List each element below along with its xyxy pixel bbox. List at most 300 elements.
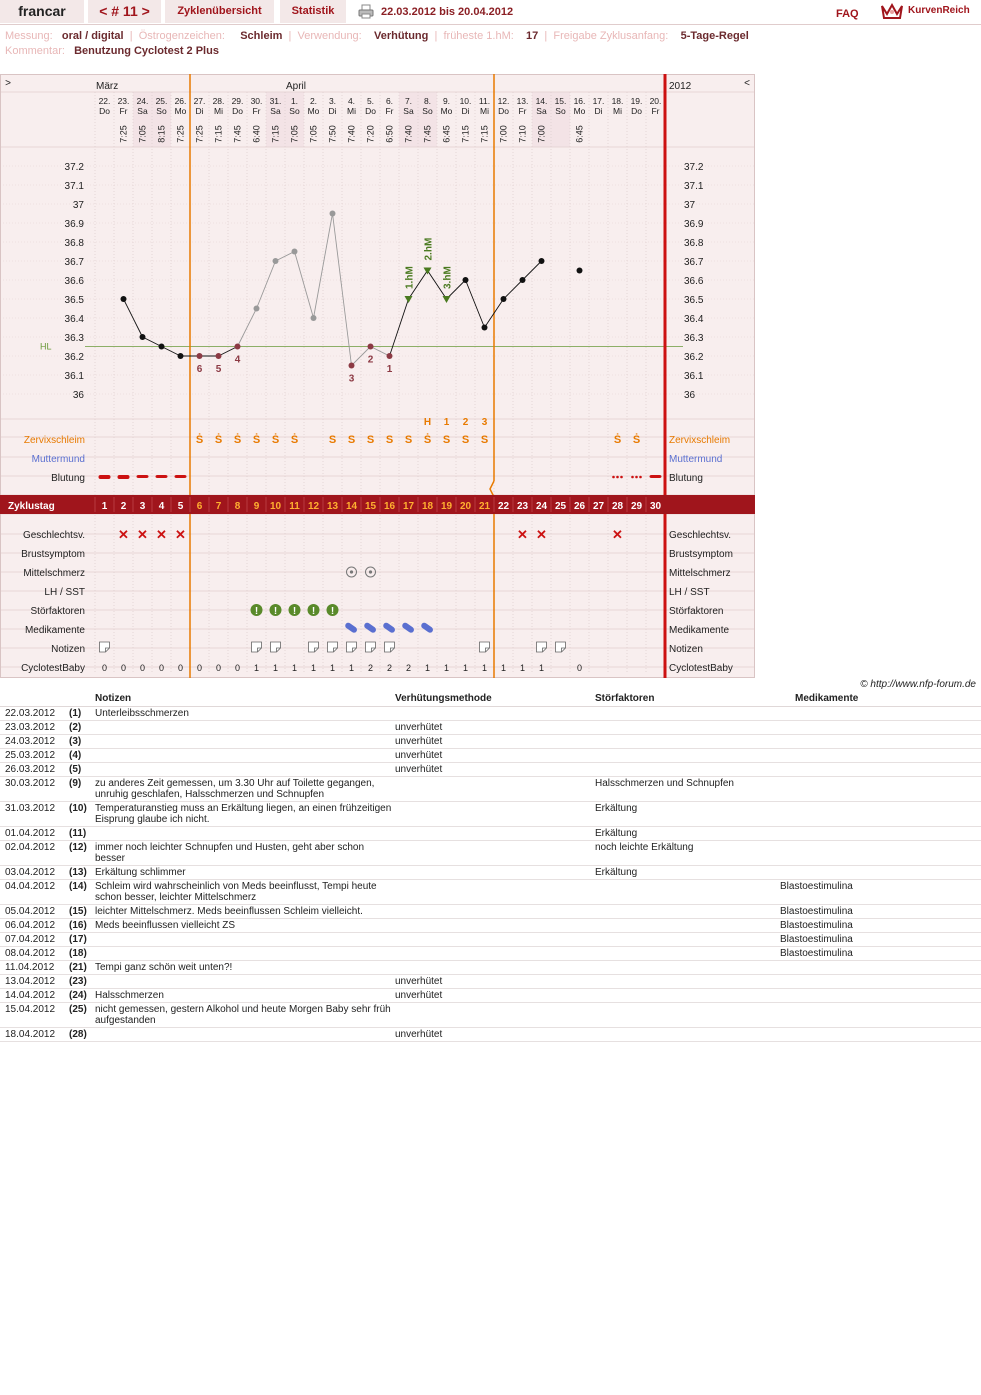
note-method bbox=[395, 827, 595, 841]
weekday-label: Fr bbox=[651, 106, 660, 116]
spotting-dot bbox=[639, 476, 642, 479]
note-method bbox=[395, 947, 595, 961]
cervical-mucus-mark: S bbox=[480, 434, 489, 446]
year-label: 2012 bbox=[669, 81, 692, 92]
note-medication bbox=[780, 975, 981, 989]
cyclotest-value: 0 bbox=[576, 663, 583, 673]
intercourse-mark: ✕ bbox=[137, 527, 148, 542]
weekday-label: So bbox=[289, 106, 300, 116]
month-label: März bbox=[96, 81, 119, 92]
note-date: 23.03.2012 bbox=[0, 721, 69, 735]
cycle-day-number: 1 bbox=[101, 501, 108, 512]
note-text bbox=[95, 947, 395, 961]
note-stoerfaktor bbox=[595, 933, 780, 947]
cyclotest-value: 0 bbox=[177, 663, 184, 673]
y-tick-label-right: 36.9 bbox=[684, 219, 704, 230]
disturbance-mark: ! bbox=[273, 606, 278, 617]
time-label: 7:05 bbox=[289, 125, 300, 143]
cycle-day-number: 21 bbox=[478, 501, 491, 512]
row-label-left: Blutung bbox=[51, 473, 85, 484]
time-label: 7:40 bbox=[403, 125, 414, 143]
tab-user[interactable]: francar bbox=[0, 0, 84, 23]
cycle-day-number: 10 bbox=[269, 501, 282, 512]
cyclotest-value: 1 bbox=[253, 663, 260, 673]
time-label: 7:00 bbox=[536, 125, 547, 143]
note-method bbox=[395, 866, 595, 880]
note-method bbox=[395, 933, 595, 947]
cycle-day-number: 18 bbox=[421, 501, 434, 512]
note-stoerfaktor bbox=[595, 1003, 780, 1028]
note-date: 14.04.2012 bbox=[0, 989, 69, 1003]
intercourse-mark: ✕ bbox=[156, 527, 167, 542]
low-measure-label: 4 bbox=[234, 354, 241, 366]
meta-value: Schleim bbox=[240, 30, 283, 42]
cyclotest-value: 1 bbox=[443, 663, 450, 673]
note-text: Temperaturanstieg muss an Erkältung liegen, an einen frühzeitigen Eisprung glaube ich nicht. bbox=[95, 802, 395, 827]
date-label: 13. bbox=[516, 96, 529, 106]
temperature-point bbox=[349, 363, 355, 369]
temperature-point bbox=[387, 353, 393, 359]
weekday-label: Sa bbox=[536, 106, 547, 116]
cyclotest-value: 1 bbox=[519, 663, 526, 673]
cycle-day-number: 16 bbox=[383, 501, 396, 512]
note-stoerfaktor bbox=[595, 989, 780, 1003]
note-date: 30.03.2012 bbox=[0, 777, 69, 802]
note-stoerfaktor bbox=[595, 721, 780, 735]
cervical-mucus-mark: S bbox=[385, 434, 394, 446]
cyclotest-value: 0 bbox=[215, 663, 222, 673]
table-row bbox=[0, 721, 981, 735]
note-cycle-day: (16) bbox=[69, 919, 95, 933]
meta-value: 5-Tage-Regel bbox=[680, 30, 749, 42]
temperature-point bbox=[463, 277, 469, 283]
cyclotest-value: 1 bbox=[424, 663, 431, 673]
tab-statistics[interactable]: Statistik bbox=[280, 0, 346, 23]
nav-next-arrow: < bbox=[744, 78, 750, 89]
date-label: 23. bbox=[117, 96, 130, 106]
meta-label: Verwendung: bbox=[297, 30, 362, 42]
y-tick-label: 37 bbox=[72, 200, 84, 211]
time-label: 6:50 bbox=[384, 125, 395, 143]
table-row bbox=[0, 802, 981, 827]
note-medication bbox=[780, 1003, 981, 1028]
note-stoerfaktor bbox=[595, 961, 780, 975]
note-cycle-day: (2) bbox=[69, 721, 95, 735]
temperature-point bbox=[482, 325, 488, 331]
row-label-right: Geschlechtsv. bbox=[669, 530, 732, 541]
row-label-left: Mittelschmerz bbox=[23, 568, 85, 579]
meta-value: 17 bbox=[526, 30, 539, 42]
note-stoerfaktor: Halsschmerzen und Schnupfen bbox=[595, 777, 780, 802]
row-label-right: Blutung bbox=[669, 473, 703, 484]
note-cycle-day: (5) bbox=[69, 763, 95, 777]
cyclotest-value: 2 bbox=[367, 663, 374, 673]
temperature-point bbox=[159, 344, 165, 350]
date-label: 3. bbox=[328, 96, 337, 106]
intercourse-mark: ✕ bbox=[517, 527, 528, 542]
note-stoerfaktor: Erkältung bbox=[595, 827, 780, 841]
mittelschmerz-icon bbox=[350, 570, 353, 573]
note-date: 25.03.2012 bbox=[0, 749, 69, 763]
table-row bbox=[0, 1003, 981, 1028]
cyclotest-value: 1 bbox=[462, 663, 469, 673]
temperature-point bbox=[292, 249, 298, 255]
bleeding-mark bbox=[175, 475, 187, 478]
top-nav bbox=[0, 0, 981, 24]
note-cycle-day: (15) bbox=[69, 905, 95, 919]
weekday-label: So bbox=[422, 106, 433, 116]
coverline-label: HL bbox=[40, 341, 52, 352]
header-divider bbox=[0, 24, 981, 25]
note-text: zu anderes Zeit gemessen, um 3.30 Uhr auf Toilette gegangen, unruhig geschlafen, Halsschmerzen und Schnupfen bbox=[95, 777, 395, 802]
cycle-day-title: Zyklustag bbox=[8, 501, 55, 512]
table-row bbox=[0, 763, 981, 777]
weekday-label: Fr bbox=[518, 106, 527, 116]
spotting-dot bbox=[620, 476, 623, 479]
note-text: Erkältung schlimmer bbox=[95, 866, 395, 880]
weekday-label: So bbox=[555, 106, 566, 116]
table-row bbox=[0, 961, 981, 975]
note-text: Schleim wird wahrscheinlich von Meds beeinflusst, Tempi heute schon besser, leichter Mittelschmerz bbox=[95, 880, 395, 905]
note-medication bbox=[780, 721, 981, 735]
table-row bbox=[0, 841, 981, 866]
meta-label: Kommentar: bbox=[5, 45, 65, 57]
cervical-mucus-mark: S bbox=[461, 434, 470, 446]
temperature-point bbox=[368, 344, 374, 350]
note-medication: Blastoestimulina bbox=[780, 933, 981, 947]
date-label: 10. bbox=[459, 96, 472, 106]
cyclotest-value: 0 bbox=[196, 663, 203, 673]
table-row bbox=[0, 1028, 981, 1042]
cycle-day-number: 12 bbox=[307, 501, 320, 512]
cervical-mucus-mark: Ṡ bbox=[214, 434, 223, 446]
table-row bbox=[0, 866, 981, 880]
note-date: 05.04.2012 bbox=[0, 905, 69, 919]
temperature-point bbox=[235, 344, 241, 350]
low-measure-label: 3 bbox=[348, 373, 355, 385]
time-label: 7:15 bbox=[479, 125, 490, 143]
row-label-right: LH / SST bbox=[669, 587, 710, 598]
note-date: 07.04.2012 bbox=[0, 933, 69, 947]
y-tick-label-right: 36.3 bbox=[684, 333, 704, 344]
date-label: 12. bbox=[497, 96, 510, 106]
note-medication bbox=[780, 777, 981, 802]
time-label: 7:25 bbox=[118, 125, 129, 143]
y-tick-label: 36.9 bbox=[64, 219, 84, 230]
tab-cycle-overview[interactable]: Zyklenübersicht bbox=[165, 0, 274, 23]
note-text: Halsschmerzen bbox=[95, 989, 395, 1003]
cervical-mucus-mark: S bbox=[366, 434, 375, 446]
cervical-mucus-mark: S bbox=[347, 434, 356, 446]
row-label-left: CyclotestBaby bbox=[21, 663, 85, 674]
cycle-day-number: 24 bbox=[535, 501, 548, 512]
date-label: 20. bbox=[649, 96, 662, 106]
note-text bbox=[95, 1028, 395, 1042]
weekday-label: Sa bbox=[137, 106, 148, 116]
note-stoerfaktor bbox=[595, 975, 780, 989]
weekday-label: Mo bbox=[307, 106, 320, 116]
note-cycle-day: (21) bbox=[69, 961, 95, 975]
intercourse-mark: ✕ bbox=[612, 527, 623, 542]
note-cycle-day: (23) bbox=[69, 975, 95, 989]
weekday-label: Do bbox=[498, 106, 509, 116]
date-label: 31. bbox=[269, 96, 282, 106]
spotting-dot bbox=[616, 476, 619, 479]
y-tick-label-right: 36.2 bbox=[684, 352, 704, 363]
note-method bbox=[395, 802, 595, 827]
cyclotest-value: 2 bbox=[405, 663, 412, 673]
note-cycle-day: (1) bbox=[69, 707, 95, 721]
table-row bbox=[0, 880, 981, 905]
note-date: 08.04.2012 bbox=[0, 947, 69, 961]
cycle-day-number: 26 bbox=[573, 501, 586, 512]
table-row bbox=[0, 735, 981, 749]
low-measure-label: 2 bbox=[367, 354, 374, 366]
time-label: 7:10 bbox=[517, 125, 528, 143]
note-stoerfaktor bbox=[595, 735, 780, 749]
note-stoerfaktor: noch leichte Erkältung bbox=[595, 841, 780, 866]
note-cycle-day: (17) bbox=[69, 933, 95, 947]
cyclotest-value: 1 bbox=[272, 663, 279, 673]
y-tick-label-right: 36.8 bbox=[684, 238, 704, 249]
note-cycle-day: (14) bbox=[69, 880, 95, 905]
note-text: Tempi ganz schön weit unten?! bbox=[95, 961, 395, 975]
weekday-label: Sa bbox=[403, 106, 414, 116]
note-medication bbox=[780, 841, 981, 866]
note-medication: Blastoestimulina bbox=[780, 947, 981, 961]
date-label: 25. bbox=[155, 96, 168, 106]
date-label: 1. bbox=[290, 96, 299, 106]
note-date: 03.04.2012 bbox=[0, 866, 69, 880]
y-tick-label-right: 36.5 bbox=[684, 295, 704, 306]
note-method: unverhütet bbox=[395, 735, 595, 749]
cervical-mucus-mark: Ṡ bbox=[290, 434, 299, 446]
weekday-label: So bbox=[156, 106, 167, 116]
note-stoerfaktor bbox=[595, 947, 780, 961]
temperature-point bbox=[539, 258, 545, 264]
temperature-point bbox=[178, 353, 184, 359]
note-cycle-day: (3) bbox=[69, 735, 95, 749]
table-row bbox=[0, 905, 981, 919]
y-tick-label: 36.8 bbox=[64, 238, 84, 249]
cycle-day-number: 30 bbox=[649, 501, 662, 512]
note-text: leichter Mittelschmerz. Meds beeinflussen Schleim vielleicht. bbox=[95, 905, 395, 919]
date-range: 22.03.2012 bis 20.04.2012 bbox=[381, 6, 514, 18]
note-stoerfaktor bbox=[595, 707, 780, 721]
note-method: unverhütet bbox=[395, 763, 595, 777]
note-text: nicht gemessen, gestern Alkohol und heute Morgen Baby sehr früh aufgestanden bbox=[95, 1003, 395, 1028]
row-label-right: CyclotestBaby bbox=[669, 663, 733, 674]
cyclotest-value: 0 bbox=[120, 663, 127, 673]
copyright: © http://www.nfp-forum.de bbox=[860, 679, 976, 690]
time-label: 6:40 bbox=[251, 125, 262, 143]
time-label: 8:15 bbox=[156, 125, 167, 143]
row-label-left: Zervixschleim bbox=[23, 435, 85, 446]
header-notes: Notizen bbox=[95, 691, 395, 707]
note-medication bbox=[780, 866, 981, 880]
note-date: 31.03.2012 bbox=[0, 802, 69, 827]
note-stoerfaktor: Erkältung bbox=[595, 802, 780, 827]
temperature-point bbox=[121, 296, 127, 302]
y-tick-label: 36.3 bbox=[64, 333, 84, 344]
meta-label: Östrogenzeichen: bbox=[138, 30, 225, 42]
weekday-label: Fr bbox=[252, 106, 261, 116]
note-text: Unterleibsschmerzen bbox=[95, 707, 395, 721]
weekday-label: Di bbox=[461, 106, 470, 116]
cyclotest-value: 0 bbox=[139, 663, 146, 673]
y-tick-label-right: 36.7 bbox=[684, 257, 704, 268]
cervix-peak-label: H bbox=[423, 417, 432, 428]
note-cycle-day: (18) bbox=[69, 947, 95, 961]
date-label: 19. bbox=[630, 96, 643, 106]
note-cycle-day: (24) bbox=[69, 989, 95, 1003]
header-stor: Störfaktoren bbox=[595, 691, 780, 707]
note-method: unverhütet bbox=[395, 1028, 595, 1042]
meta-label: Freigabe Zyklusanfang: bbox=[553, 30, 669, 42]
faq-link[interactable]: FAQ bbox=[836, 8, 859, 20]
note-medication: Blastoestimulina bbox=[780, 919, 981, 933]
weekday-label: Di bbox=[594, 106, 603, 116]
note-stoerfaktor bbox=[595, 919, 780, 933]
month-label: April bbox=[286, 81, 307, 92]
cyclotest-value: 1 bbox=[500, 663, 507, 673]
table-row bbox=[0, 933, 981, 947]
cervix-peak-label: 1 bbox=[443, 417, 450, 428]
y-tick-label: 36.1 bbox=[64, 371, 84, 382]
note-method bbox=[395, 707, 595, 721]
note-text: immer noch leichter Schnupfen und Husten, geht aber schon besser bbox=[95, 841, 395, 866]
cycle-day-number: 4 bbox=[158, 501, 165, 512]
row-label-left: Notizen bbox=[51, 644, 85, 655]
weekday-label: Di bbox=[328, 106, 337, 116]
bleeding-mark bbox=[99, 475, 111, 479]
cervical-mucus-mark: S bbox=[328, 434, 337, 446]
cervical-mucus-mark: Ṡ bbox=[271, 434, 280, 446]
note-stoerfaktor bbox=[595, 749, 780, 763]
date-label: 30. bbox=[250, 96, 263, 106]
intercourse-mark: ✕ bbox=[118, 527, 129, 542]
row-label-left: Geschlechtsv. bbox=[22, 530, 85, 541]
weekday-label: Do bbox=[99, 106, 110, 116]
temperature-point bbox=[216, 353, 222, 359]
weekday-label: Di bbox=[195, 106, 204, 116]
weekday-label: Mi bbox=[347, 106, 356, 116]
cervix-peak-label: 2 bbox=[462, 417, 469, 428]
weekday-label: Do bbox=[365, 106, 376, 116]
cyclotest-value: 1 bbox=[538, 663, 545, 673]
notes-table bbox=[0, 691, 981, 1042]
temperature-point bbox=[273, 258, 279, 264]
tab-cycle-nav[interactable]: < # 11 > bbox=[88, 0, 161, 23]
note-text bbox=[95, 763, 395, 777]
y-tick-label-right: 36.6 bbox=[684, 276, 704, 287]
cycle-day-number: 2 bbox=[120, 501, 127, 512]
row-label-right: Notizen bbox=[669, 644, 703, 655]
cyclotest-value: 0 bbox=[158, 663, 165, 673]
y-tick-label: 37.2 bbox=[64, 162, 84, 173]
date-label: 29. bbox=[231, 96, 244, 106]
table-row bbox=[0, 947, 981, 961]
bleeding-mark bbox=[156, 475, 168, 478]
time-label: 6:45 bbox=[441, 125, 452, 143]
row-label-left: Medikamente bbox=[24, 625, 85, 636]
note-date: 22.03.2012 bbox=[0, 707, 69, 721]
time-label: 7:50 bbox=[327, 125, 338, 143]
weekday-label: Mi bbox=[214, 106, 223, 116]
note-stoerfaktor bbox=[595, 905, 780, 919]
note-stoerfaktor bbox=[595, 1028, 780, 1042]
cycle-day-number: 20 bbox=[459, 501, 472, 512]
note-cycle-day: (28) bbox=[69, 1028, 95, 1042]
weekday-label: Mi bbox=[480, 106, 489, 116]
cyclotest-value: 1 bbox=[329, 663, 336, 673]
note-method: unverhütet bbox=[395, 749, 595, 763]
cyclotest-value: 0 bbox=[101, 663, 108, 673]
high-measure-label: 1.hM bbox=[404, 266, 416, 289]
cycle-day-number: 27 bbox=[592, 501, 605, 512]
temperature-point bbox=[501, 296, 507, 302]
crown-logo-icon bbox=[880, 2, 904, 20]
cycle-day-number: 28 bbox=[611, 501, 624, 512]
printer-icon[interactable] bbox=[358, 4, 374, 19]
note-date: 01.04.2012 bbox=[0, 827, 69, 841]
note-cycle-day: (25) bbox=[69, 1003, 95, 1028]
weekday-label: Mo bbox=[174, 106, 187, 116]
low-measure-label: 6 bbox=[196, 364, 203, 375]
note-date: 04.04.2012 bbox=[0, 880, 69, 905]
cycle-day-number: 5 bbox=[177, 501, 184, 512]
high-measure-label: 2.hM bbox=[423, 237, 435, 261]
note-method bbox=[395, 1003, 595, 1028]
note-date: 13.04.2012 bbox=[0, 975, 69, 989]
note-medication bbox=[780, 735, 981, 749]
time-label: 7:25 bbox=[194, 125, 205, 143]
temperature-point bbox=[197, 353, 203, 359]
time-label: 7:45 bbox=[422, 125, 433, 143]
weekday-label: Mo bbox=[573, 106, 586, 116]
note-method bbox=[395, 919, 595, 933]
time-label: 7:05 bbox=[308, 125, 319, 143]
intercourse-mark: ✕ bbox=[536, 527, 547, 542]
note-method bbox=[395, 880, 595, 905]
cyclotest-value: 1 bbox=[291, 663, 298, 673]
time-label: 6:45 bbox=[574, 125, 585, 143]
date-label: 14. bbox=[535, 96, 548, 106]
cycle-day-number: 15 bbox=[364, 501, 377, 512]
note-text bbox=[95, 721, 395, 735]
time-label: 7:45 bbox=[232, 125, 243, 143]
brand-name: KurvenReich bbox=[908, 5, 970, 16]
date-label: 9. bbox=[442, 96, 451, 106]
note-date: 02.04.2012 bbox=[0, 841, 69, 866]
y-tick-label: 36.7 bbox=[64, 257, 84, 268]
table-row bbox=[0, 827, 981, 841]
note-text bbox=[95, 735, 395, 749]
cycle-day-number: 7 bbox=[215, 501, 222, 512]
note-medication bbox=[780, 707, 981, 721]
chart-background bbox=[0, 74, 755, 678]
temperature-point bbox=[140, 334, 146, 340]
note-cycle-day: (12) bbox=[69, 841, 95, 866]
y-tick-label-right: 36 bbox=[684, 390, 696, 401]
cervical-mucus-mark: Ṡ bbox=[252, 434, 261, 446]
table-row bbox=[0, 919, 981, 933]
table-row bbox=[0, 707, 981, 721]
note-date: 18.04.2012 bbox=[0, 1028, 69, 1042]
spotting-dot bbox=[631, 476, 634, 479]
note-method: unverhütet bbox=[395, 975, 595, 989]
note-cycle-day: (9) bbox=[69, 777, 95, 802]
